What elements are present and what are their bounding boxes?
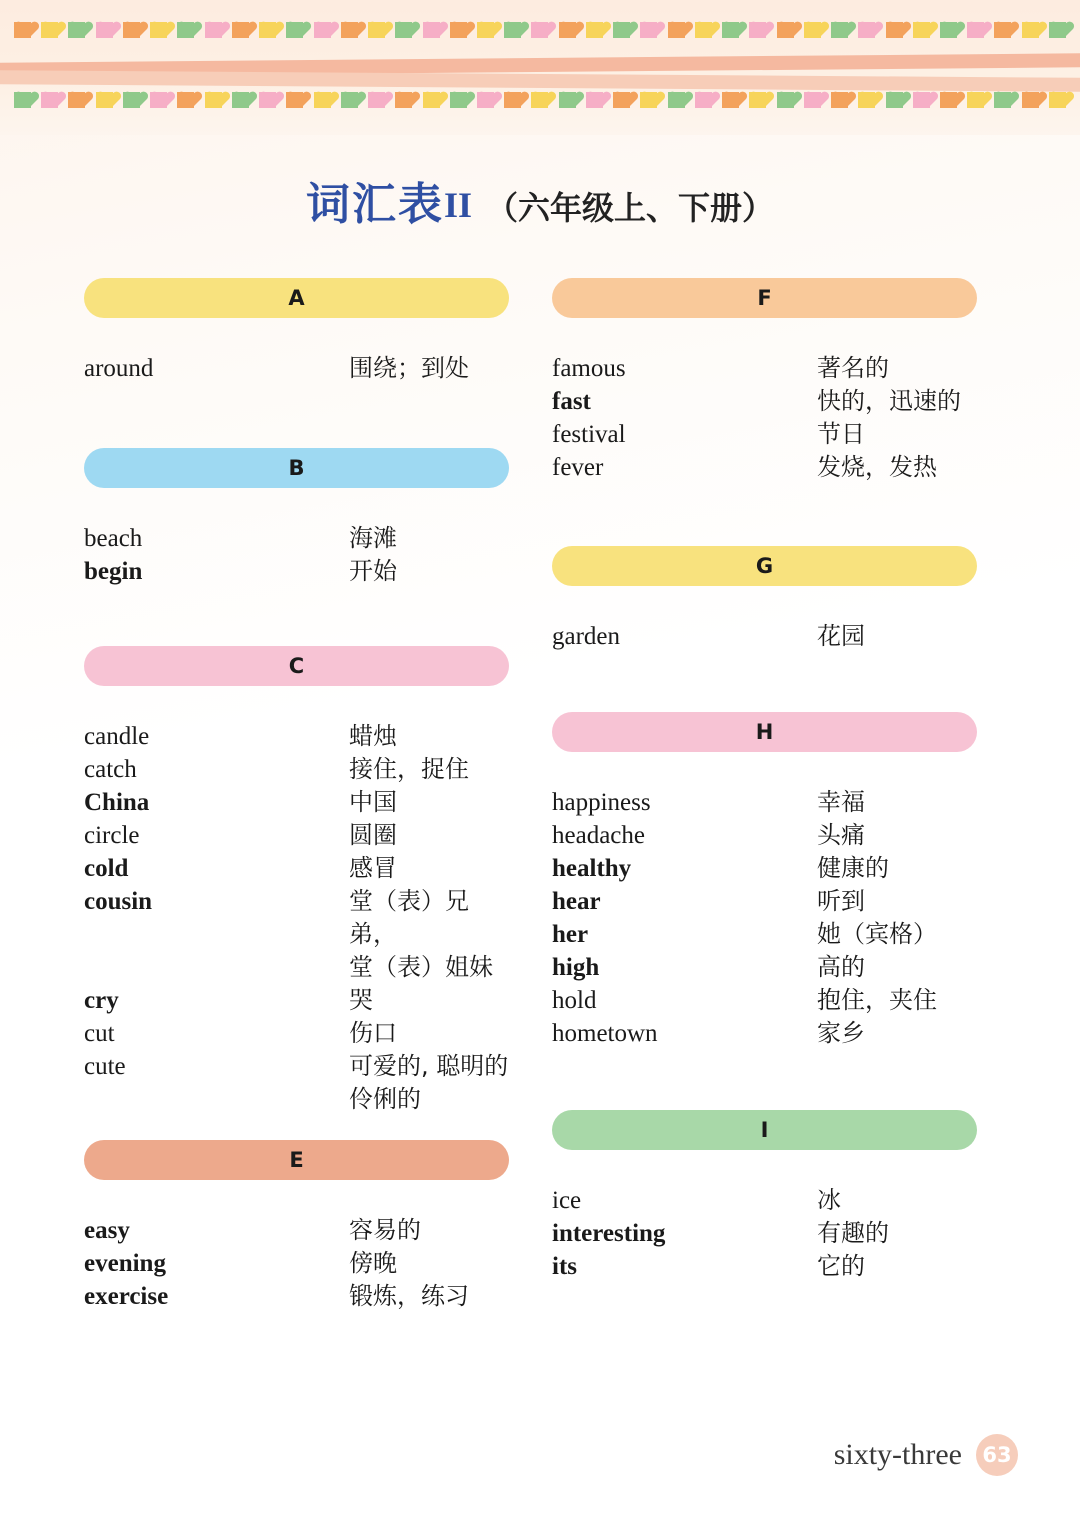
word-english: happiness (552, 789, 651, 816)
heart-icon (123, 22, 140, 38)
title-subtitle: （六年级上、下册） (486, 189, 775, 227)
word-english: hometown (552, 1020, 658, 1047)
heart-icon (858, 22, 875, 38)
heart-icon (14, 22, 31, 38)
word-row (552, 620, 977, 653)
heart-icon (504, 92, 521, 108)
word-list (552, 352, 977, 484)
heart-icon (967, 22, 984, 38)
word-chinese: 堂（表）姐妹 (349, 953, 493, 981)
heart-icon (586, 92, 603, 108)
word-chinese: 傍晚 (349, 1249, 397, 1277)
word-english: candle (84, 723, 150, 750)
word-row (552, 1184, 977, 1217)
word-chinese: 抱住，夹住 (817, 986, 937, 1014)
heart-icon (286, 92, 303, 108)
word-row (552, 451, 977, 484)
heart-icon (1049, 92, 1066, 108)
word-row (552, 1217, 977, 1250)
letter-label: F (757, 286, 772, 310)
letter-label: H (755, 720, 774, 744)
heart-icon (531, 92, 548, 108)
word-row (552, 984, 977, 1017)
heart-icon (913, 22, 930, 38)
word-row (84, 555, 509, 588)
title-main-text: 词汇表 (305, 179, 444, 230)
word-chinese: 快的，迅速的 (817, 387, 961, 415)
word-english: fever (552, 454, 604, 481)
heart-icon (450, 92, 467, 108)
letter-header-c (84, 646, 509, 686)
heart-icon (150, 92, 167, 108)
heart-icon (314, 22, 331, 38)
heart-icon (150, 22, 167, 38)
heart-icon (232, 22, 249, 38)
word-list (552, 620, 977, 653)
heart-icon (994, 92, 1011, 108)
word-row (84, 522, 509, 555)
word-chinese: 堂（表）兄弟， (349, 887, 469, 948)
letter-group-b (84, 448, 509, 588)
heart-icon (423, 22, 440, 38)
word-row (552, 918, 977, 951)
word-chinese: 伤口 (349, 1019, 397, 1047)
word-english: high (552, 954, 600, 981)
word-chinese: 幸福 (817, 788, 865, 816)
heart-icon (940, 22, 957, 38)
word-chinese: 著名的 (817, 354, 889, 382)
word-row (552, 819, 977, 852)
heart-icon (749, 22, 766, 38)
word-row (552, 951, 977, 984)
heart-icon (531, 22, 548, 38)
letter-group-c (84, 646, 514, 1116)
decorative-heart-border (0, 0, 1080, 135)
heart-icon (259, 92, 276, 108)
word-english: cousin (84, 888, 153, 915)
word-english: ice (552, 1187, 582, 1214)
word-english: headache (552, 822, 645, 849)
heart-row-bottom (0, 92, 1080, 126)
letter-header-f (552, 278, 977, 318)
word-row (552, 885, 977, 918)
word-chinese: 健康的 (817, 854, 889, 882)
heart-icon (613, 22, 630, 38)
word-english: cold (84, 855, 129, 882)
word-row (84, 1280, 509, 1313)
word-list (84, 352, 509, 385)
word-chinese: 感冒 (349, 854, 397, 882)
word-chinese: 海滩 (349, 524, 397, 552)
word-row (552, 786, 977, 819)
letter-label: C (288, 654, 305, 678)
word-english: garden (552, 623, 621, 650)
word-list (84, 1214, 509, 1313)
word-english: around (84, 355, 154, 382)
letter-header-h (552, 712, 977, 752)
word-english: exercise (84, 1283, 169, 1310)
heart-icon (123, 92, 140, 108)
heart-icon (858, 92, 875, 108)
title-roman-numeral: II (443, 185, 472, 225)
word-chinese: 圆圈 (349, 821, 397, 849)
heart-icon (1022, 22, 1039, 38)
word-row-continuation (84, 951, 514, 984)
word-row (552, 385, 977, 418)
word-list (552, 786, 977, 1050)
word-row (84, 1050, 514, 1083)
heart-icon (177, 22, 194, 38)
word-english: easy (84, 1217, 130, 1244)
heart-icon (586, 22, 603, 38)
word-row (552, 852, 977, 885)
letter-label: A (288, 286, 305, 310)
word-row (84, 1214, 509, 1247)
word-english: cut (84, 1020, 115, 1047)
word-chinese: 围绕；到处 (349, 354, 469, 382)
letter-header-a (84, 278, 509, 318)
word-chinese: 节日 (817, 420, 865, 448)
page-footer (834, 1434, 1018, 1476)
word-row-continuation (84, 1083, 514, 1116)
heart-icon (1022, 92, 1039, 108)
letter-group-e (84, 1140, 509, 1313)
heart-icon (994, 22, 1011, 38)
heart-icon (423, 92, 440, 108)
word-chinese: 容易的 (349, 1216, 421, 1244)
word-chinese: 蜡烛 (349, 722, 397, 750)
heart-icon (177, 92, 194, 108)
word-chinese: 有趣的 (817, 1219, 889, 1247)
heart-icon (722, 92, 739, 108)
word-row (84, 352, 509, 385)
word-chinese: 发烧，发热 (817, 453, 937, 481)
heart-icon (695, 92, 712, 108)
word-chinese: 她（宾格） (817, 920, 937, 948)
heart-icon (559, 22, 576, 38)
heart-icon (886, 22, 903, 38)
letter-label: G (755, 554, 774, 578)
letter-group-i (552, 1110, 977, 1283)
heart-icon (640, 22, 657, 38)
heart-icon (205, 92, 222, 108)
heart-icon (259, 22, 276, 38)
heart-icon (777, 92, 794, 108)
heart-icon (640, 92, 657, 108)
heart-icon (831, 92, 848, 108)
heart-icon (613, 92, 630, 108)
heart-icon (804, 22, 821, 38)
letter-group-h (552, 712, 977, 1050)
word-chinese: 家乡 (817, 1019, 865, 1047)
word-english: China (84, 789, 150, 816)
page-title (0, 168, 1080, 232)
letter-label: I (760, 1118, 769, 1142)
heart-icon (368, 92, 385, 108)
heart-icon (477, 22, 494, 38)
word-english: her (552, 921, 589, 948)
heart-icon (967, 92, 984, 108)
heart-icon (722, 22, 739, 38)
heart-icon (68, 22, 85, 38)
letter-group-a (84, 278, 509, 385)
word-chinese: 头痛 (817, 821, 865, 849)
heart-icon (41, 92, 58, 108)
word-row (552, 1017, 977, 1050)
heart-icon (477, 92, 494, 108)
word-english: cute (84, 1053, 126, 1080)
heart-icon (1049, 22, 1066, 38)
word-chinese: 接住，捉住 (349, 755, 469, 783)
heart-icon (14, 92, 31, 108)
heart-icon (559, 92, 576, 108)
heart-icon (341, 22, 358, 38)
word-row (84, 819, 514, 852)
word-chinese: 它的 (817, 1252, 865, 1280)
word-chinese: 可爱的, 聪明的 (349, 1052, 509, 1080)
word-row (552, 1250, 977, 1283)
footer-page-word: sixty-three (833, 1438, 962, 1471)
heart-icon (96, 22, 113, 38)
word-row (84, 852, 514, 885)
letter-header-b (84, 448, 509, 488)
heart-icon (68, 92, 85, 108)
heart-icon (886, 92, 903, 108)
word-row (552, 418, 977, 451)
word-row (552, 352, 977, 385)
word-english: hold (552, 987, 597, 1014)
letter-group-f (552, 278, 977, 484)
word-english: beach (84, 525, 143, 552)
heart-icon (668, 22, 685, 38)
heart-icon (286, 22, 303, 38)
letter-label: E (289, 1148, 304, 1172)
heart-icon (777, 22, 794, 38)
word-english: interesting (552, 1220, 666, 1247)
heart-icon (831, 22, 848, 38)
letter-label: B (288, 456, 305, 480)
heart-icon (395, 92, 412, 108)
word-row (84, 753, 514, 786)
word-row (84, 1017, 514, 1050)
heart-icon (96, 92, 113, 108)
word-english: begin (84, 558, 143, 585)
heart-icon (368, 22, 385, 38)
word-chinese: 中国 (349, 788, 397, 816)
word-english: healthy (552, 855, 632, 882)
word-english: fast (552, 388, 591, 415)
word-chinese: 高的 (817, 953, 865, 981)
letter-group-g (552, 546, 977, 653)
heart-icon (749, 92, 766, 108)
word-english: catch (84, 756, 137, 783)
page-number-badge: 63 (976, 1434, 1018, 1476)
word-english: hear (552, 888, 601, 915)
word-english: circle (84, 822, 140, 849)
word-english: evening (84, 1250, 166, 1277)
word-chinese: 听到 (817, 887, 865, 915)
heart-row-top (0, 22, 1080, 56)
letter-header-i (552, 1110, 977, 1150)
word-list (552, 1184, 977, 1283)
word-chinese: 哭 (349, 986, 373, 1014)
heart-icon (913, 92, 930, 108)
word-row (84, 1247, 509, 1280)
heart-icon (341, 92, 358, 108)
word-english: famous (552, 355, 626, 382)
heart-icon (668, 92, 685, 108)
word-row (84, 720, 514, 753)
word-chinese: 伶俐的 (349, 1085, 421, 1113)
word-english: festival (552, 421, 626, 448)
heart-icon (450, 22, 467, 38)
heart-icon (940, 92, 957, 108)
word-row (84, 885, 514, 951)
heart-icon (232, 92, 249, 108)
heart-icon (504, 22, 521, 38)
word-chinese: 冰 (817, 1186, 841, 1214)
word-english: cry (84, 987, 119, 1014)
heart-icon (804, 92, 821, 108)
word-row (84, 984, 514, 1017)
letter-header-e (84, 1140, 509, 1180)
heart-icon (695, 22, 712, 38)
letter-header-g (552, 546, 977, 586)
word-chinese: 锻炼，练习 (349, 1282, 469, 1310)
word-chinese: 花园 (817, 622, 865, 650)
word-row (84, 786, 514, 819)
word-list (84, 720, 514, 1116)
heart-icon (41, 22, 58, 38)
word-list (84, 522, 509, 588)
heart-icon (395, 22, 412, 38)
word-chinese: 开始 (349, 557, 397, 585)
heart-icon (205, 22, 222, 38)
ribbon-stripe-bottom (0, 70, 1080, 92)
word-english: its (552, 1253, 577, 1280)
heart-icon (314, 92, 331, 108)
